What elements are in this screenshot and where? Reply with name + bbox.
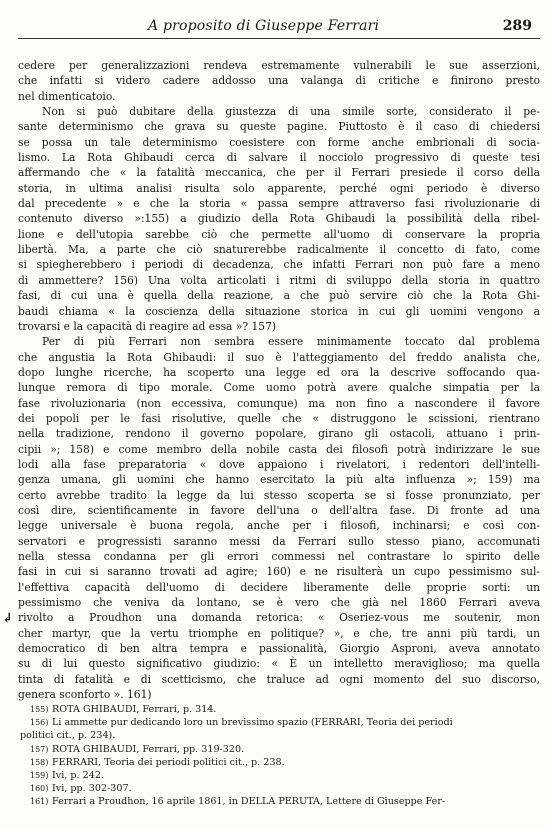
text-line: Non si può dubitare della giustezza di una simile sorte, considerato il pe-	[42, 105, 540, 119]
text-line: nella tradizione, rendono il governo popolare, girano gli ostacoli, attuano i prin-	[18, 427, 540, 441]
footnote-number: 159)	[30, 770, 49, 780]
text-line: dal precedente » e che la storia « passa sempre attraverso fasi rivoluzionarie di	[18, 197, 540, 211]
text-line: nel dimenticatoio.	[18, 89, 116, 103]
text-line: se possa un tale determinismo coesistere con forme anche embrionali di socia-	[18, 135, 540, 149]
footnote	[20, 756, 540, 769]
running-header	[18, 18, 540, 39]
footnote-text: FERRARI, Teoria dei periodi politici cit., p. 238.	[52, 756, 285, 768]
text-line: legge universale è buona regola, anche per i filosofi, inchinarsi; e così con-	[18, 519, 540, 533]
text-line: genera sconforto ». 161)	[18, 688, 152, 702]
text-line: tinta di fatalità e di scetticismo, che traluce ad ogni momento del suo discorso,	[18, 672, 540, 686]
footnotes	[20, 703, 540, 809]
text-line: affermando che « la fatalità meccanica, che per il Ferrari presiede il corso della	[18, 166, 540, 180]
text-line: cedere per generalizzazioni rendeva estremamente vulnerabili le sue asserzioni,	[18, 59, 540, 72]
text-line: Per di più Ferrari non sembra essere minimamente toccato dal problema	[42, 335, 540, 349]
text-line: baudi chiama « la coscienza della situazione storica in cui gli uomini vengono a	[18, 304, 540, 318]
footnote	[20, 769, 540, 782]
text-line: si spiegherebbero i periodi di decadenza, che infatti Ferrari non può fare a meno	[18, 258, 540, 272]
text-line: che angustia la Rota Ghibaudi: il suo è l'atteggiamento del freddo analista che,	[18, 350, 540, 364]
footnote-text: ROTA GHIBAUDI, Ferrari, p. 314.	[52, 704, 217, 715]
running-title: A proposito di Giuseppe Ferrari	[148, 18, 380, 34]
footnote-text: Ivi, pp. 302-307.	[52, 783, 132, 795]
text-line: democratico di ben altra tempra e passionalità, Giorgio Asproni, aveva annotato	[18, 642, 540, 656]
text-line: fase rivoluzionaria (non eccessiva, comunque) ma non fino a nascondere il favore	[18, 396, 540, 410]
text-line: che infatti si videro cadere addosso una valanga di critiche e finirono presto	[18, 74, 540, 88]
page-number: 289	[502, 18, 532, 34]
text-line: lunque remora di tipo morale. Come uomo potrà avere qualche simpatia per la	[18, 381, 540, 395]
text-line: contenuto diverso »:155) a giudizio della Rota Ghibaudi la possibilità della ribel-	[18, 212, 540, 226]
footnote-number: 157)	[30, 744, 49, 754]
text-line: fasi, di cui una è quella della reazione, a che può servire ciò che la Rota Ghi-	[18, 289, 540, 303]
text-line: storia, in ultima analisi risulta solo apparente, perché ogni periodo è diverso	[18, 181, 540, 195]
text-line: genza umana, gli uomini che hanno esercitato la più alta influenza »; 159) ma	[18, 473, 540, 487]
footnote	[20, 743, 540, 756]
body-text	[18, 58, 540, 702]
text-line: sante determinismo che grava su queste pagine. Piuttosto è il caso di chiedersi	[18, 120, 540, 134]
text-line: cher martyr, que la vertu triomphe en politique? », e che, tre anni più tardi, un	[18, 626, 540, 640]
text-line: così dire, scientificamente in favore dell'una o dell'altra fase. Di fronte ad una	[18, 503, 540, 517]
footnote	[20, 795, 540, 808]
footnote	[20, 703, 540, 716]
footnote-number: 160)	[30, 784, 49, 794]
text-line: rivolto a Proudhon una domanda retorica: « Oseriez-vous me soutenir, mon	[18, 611, 540, 625]
text-line: lione e dell'utopia sarebbe ciò che permette all'uomo di conservare la propria	[18, 227, 540, 241]
margin-mark-icon: ↲	[2, 611, 13, 626]
text-line: lodi alla fase preparatoria « dove appaiono i rivelatori, i redentori dell'intelli-	[18, 457, 540, 471]
text-line: dei popoli per le fasi risolutive, quelle che « distruggono le scissioni, rientrano	[18, 411, 540, 425]
footnote-number: 161)	[30, 797, 49, 807]
footnote	[20, 782, 540, 795]
text-line: l'effettiva capacità dell'uomo di decidere liberamente delle proprie sorti: un	[18, 580, 540, 594]
text-line: servatori e progressisti saranno messi da Ferrari sullo stesso piano, accomunati	[18, 534, 540, 548]
text-line: libertà. Ma, a parte che ciò snaturerebbe radicalmente il concetto di fato, come	[18, 243, 540, 257]
footnote-number: 158)	[30, 757, 49, 767]
footnote-text: politici cit., p. 234).	[20, 730, 116, 742]
text-line: su di lui questo significativo giudizio: « È un intelletto meraviglioso; ma quella	[18, 657, 540, 671]
text-line: fasi in cui si saranno trovati ad agire; 160) e ne risulterà un cupo pessimismo sul-	[18, 565, 540, 579]
text-line: lismo. La Rota Ghibaudi cerca di salvare il nocciolo progressivo di queste tesi	[18, 151, 540, 165]
footnote	[20, 729, 540, 742]
footnote-number: 156)	[30, 718, 49, 728]
text-line: trovarsi e la capacità di reagire ad essa »? 157)	[18, 319, 277, 333]
text-line: dopo lunghe ricerche, ha scoperto una legge ed ora la descrive soffocando qua-	[18, 365, 540, 379]
text-line: nella stessa condanna per gli errori commessi nel contrastare lo spirito delle	[18, 550, 540, 563]
footnote-text: ROTA GHIBAUDI, Ferrari, pp. 319-320.	[52, 743, 245, 755]
footnote-text: Ferrari a Proudhon, 16 aprile 1861, in DELLA PERUTA, Lettere di Giuseppe Fer-	[52, 796, 446, 808]
text-line: pessimismo che veniva da lontano, se è vero che già nel 1860 Ferrari aveva	[18, 596, 540, 610]
footnote-number: 155)	[30, 705, 49, 714]
footnote-text: Li ammette pur dedicando loro un brevissimo spazio (FERRARI, Teoria dei periodi	[52, 717, 453, 729]
text-line: di ammettere? 156) Una volta articolati i ritmi di sviluppo della storia in quattro	[18, 273, 540, 287]
text-line: cipii »; 158) e come membro della nobile casta dei filosofi potrà indirizzare le sue	[18, 442, 540, 456]
footnote	[20, 716, 540, 729]
footnote-text: Ivi, p. 242.	[52, 769, 104, 781]
text-line: certo avrebbe tradito la legge da lui stesso scoperta se si fosse pronunziato, per	[18, 488, 540, 502]
